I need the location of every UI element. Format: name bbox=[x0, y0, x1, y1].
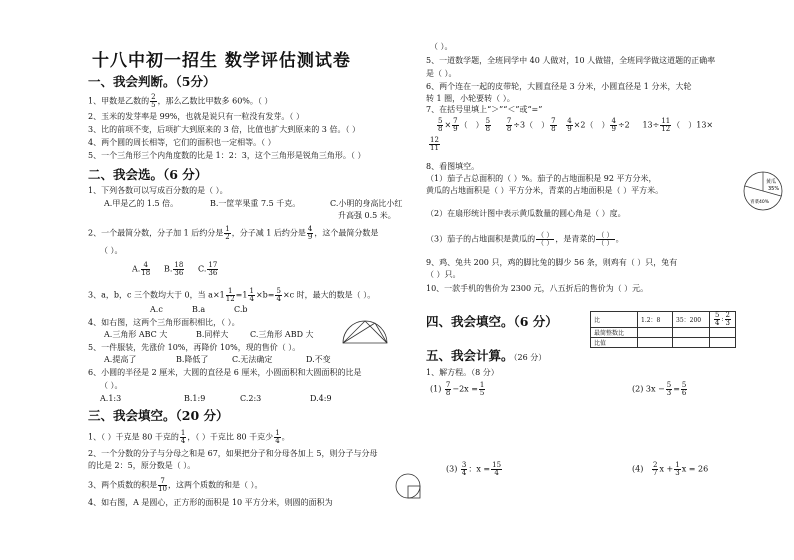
table-row: 比 1.2：8 35：200 $\frac{5}{4}$ : $\frac{2}{3}$ bbox=[591, 312, 736, 328]
s1-item-4: 4、两个圆的周长相等，它们的面积也一定相等。（ ） bbox=[88, 138, 276, 147]
text: ，分子减 1 后约分是 bbox=[231, 228, 306, 238]
s2-q1-opt-b: B.一筐苹果重 7.5 千克。 bbox=[210, 199, 301, 208]
s2-q5-opt-b: B.降低了 bbox=[176, 355, 209, 364]
s2-q5-opt-c: C.无法确定 bbox=[232, 355, 273, 364]
s3-q2: 2、一个分数的分子与分母之和是 67，如果把分子和分母各加上 5，则分子与分母 bbox=[88, 449, 378, 458]
s1-item-3: 3、比的前项不变，后项扩大到原来的 3 倍，比值也扩大到原来的 3 倍。（ ） bbox=[88, 125, 360, 134]
s2-q6: 6、小圆的半径是 2 厘米，大圆的直径是 6 厘米，小圆面积和大圆面积的比是 bbox=[88, 368, 362, 377]
r-q10: 10、一款手机的售价为 2300 元，八五折后的售价为（ ）元。 bbox=[426, 284, 649, 293]
s3-q4: 4、如右图，A 是圆心，正方形的面积是 10 平方分米，则圆的面积为 bbox=[88, 498, 333, 507]
equation-3: (3) $\frac{3}{4}$ ：x = $\frac{15}{4}$ bbox=[446, 461, 502, 477]
s2-q3: 3、a，b，c 三个数均大于 0，当 a×1 $\frac{1}{12}$ =1 $\frac{1}{4}$ ×b= $\frac{5}{4}$ ×c 时，最大的数是（ ）。 bbox=[88, 287, 376, 303]
s2-q4: 4、如右图，这两个三角形面积相比，（ ）。 bbox=[88, 318, 240, 327]
pie-chart bbox=[742, 170, 784, 212]
r-q9: 9、鸡、兔共 200 只，鸡的脚比兔的脚少 56 条，则鸡有（ ）只，兔有 bbox=[426, 258, 678, 267]
equation-2: (2) 3x − $\frac{5}{3}$ = $\frac{5}{6}$ bbox=[632, 381, 687, 397]
r-q9-cont: （ ）只。 bbox=[426, 270, 461, 279]
section-4-heading: 四、我会填空。（6 分） bbox=[426, 314, 558, 329]
r-q7: 7、在括号里填上“＞”“＜”或“=” bbox=[426, 105, 543, 114]
s3-q3: 3、两个质数的积是 $\frac{7}{10}$ ，这两个质数的和是（ ）。 bbox=[88, 477, 263, 493]
r-q5-cont: 是（ ）。 bbox=[426, 69, 457, 78]
semicircle-triangles-figure bbox=[340, 316, 390, 346]
text: ，这个最简分数是 bbox=[314, 228, 379, 238]
r-q8: 8、看图填空。 bbox=[426, 162, 480, 171]
s2-q1-opt-c: C.小明的身高比小红 bbox=[330, 199, 403, 208]
circle-square-figure bbox=[394, 472, 422, 500]
equation-1: (1) $\frac{7}{8}$ −2x = $\frac{1}{5}$ bbox=[430, 381, 485, 397]
s2-q4-opt-a: A.三角形 ABC 大 bbox=[104, 330, 168, 339]
s2-q5-opt-a: A.提高了 bbox=[104, 355, 137, 364]
s2-q2 bbox=[88, 226, 378, 241]
s3-q1: 1、（ ）千克是 80 千克的 $\frac{1}{4}$ ，（ ）千克比 80 千克少 $\frac{1}{4}$ 。 bbox=[88, 429, 290, 445]
section-1-heading: 一、我会判断。（5分） bbox=[88, 74, 216, 89]
r-q5: 5、一道数学题，全班同学中 40 人做对，10 人做错，全班同学做这道题的正确率 bbox=[426, 56, 716, 65]
table-row: 最简整数比 bbox=[591, 328, 736, 338]
s2-q1-opt-c-cont: 升高强 0.5 米。 bbox=[338, 211, 396, 220]
r-q7-tail-frac: $\frac{12}{11}$ bbox=[430, 136, 439, 152]
pie-label-cucumber: 黄瓜 bbox=[766, 179, 777, 185]
page-title: 十八中初一招生 数学评估测试卷 bbox=[92, 51, 351, 71]
s2-q3-opt-b: B.a bbox=[192, 305, 206, 314]
equation-4: (4) $\frac{2}{7}$ x + $\frac{1}{3}$ x = 26 bbox=[632, 461, 709, 477]
r-top-blank: （ ）。 bbox=[430, 42, 453, 51]
r-q8-1-cont: 黄瓜的占地面积是（ ）平方分米，青菜的占地面积是（ ）平方米。 bbox=[426, 186, 664, 195]
r-q6: 6、两个连在一起的皮带轮，大圆直径是 3 分米，小圆直径是 1 分米，大轮 bbox=[426, 82, 692, 91]
pie-label-pct: 35% bbox=[768, 186, 780, 192]
s2-q2-blank: （ ）。 bbox=[100, 246, 123, 255]
s2-q5-opt-d: D.不变 bbox=[306, 355, 331, 364]
pie-label-greens: 青菜40% bbox=[750, 200, 770, 205]
s1-item-2: 2、玉米的发芽率是 99%，也就是说只有一粒没有发芽。（ ） bbox=[88, 112, 304, 121]
s2-q4-opt-c: C.三角形 ABD 大 bbox=[250, 330, 314, 339]
s2-q3-opt-a: A.c bbox=[150, 305, 163, 314]
r-q6-cont: 转 1 圈，小轮要转（ ）。 bbox=[426, 94, 515, 103]
s2-q6-opt-d: D.4:9 bbox=[310, 394, 332, 403]
s2-q3-opt-c: C.b bbox=[234, 305, 248, 314]
ratio-table bbox=[590, 311, 736, 348]
section-5-heading: 五、我会计算。（26 分） bbox=[426, 348, 547, 363]
s2-q5: 5、一件服装，先涨价 10%，再降价 10%，现的售价（ ）。 bbox=[88, 343, 301, 352]
fraction: $\frac{1}{2}$ bbox=[225, 225, 230, 241]
r-q8-1: （1）茄子占总面积的（ ）%。茄子的占地面积是 92 平方分米， bbox=[426, 174, 657, 183]
section-3-heading: 三、我会填空。（20 分） bbox=[88, 408, 229, 423]
s3-q2-cont: 的比是 2：5，原分数是（ ）。 bbox=[88, 461, 196, 470]
s2-q1: 1、下列各数可以写成百分数的是（ ）。 bbox=[88, 186, 228, 195]
section-2-heading: 二、我会选。（6 分） bbox=[88, 167, 208, 182]
table-row: 比值 bbox=[591, 338, 736, 348]
fraction: $\frac{4}{9}$ bbox=[307, 225, 313, 241]
s1-item-5: 5、一个三角形三个内角度数的比是 1：2：3，这个三角形是锐角三角形。（ ） bbox=[88, 151, 366, 160]
s2-q1-opt-a: A.甲是乙的 1.5 倍。 bbox=[104, 199, 179, 208]
r-q8-2: （2）在扇形统计图中表示黄瓜数量的圆心角是（ ）度。 bbox=[426, 209, 626, 218]
fraction: $\frac{2}{5}$ bbox=[151, 93, 156, 109]
s5-q1: 1、解方程。（8 分） bbox=[426, 368, 499, 377]
text: 2、一个最简分数，分子加 1 后约分是 bbox=[88, 228, 224, 238]
r-q7-row: $\frac{5}{8}$ × $\frac{7}{9}$ （ ） $\frac{5}{8}$ $\frac{7}{8}$ ÷3（ ） $\frac{7}{8}$ $\frac{4}{9}$ ×2（ ） $\frac{4}{9}$ ÷2 13÷ $\frac{11}{12}$ （ ）13× bbox=[438, 117, 714, 133]
s2-q6-opt-c: C.2:3 bbox=[240, 394, 262, 403]
s2-q6-opt-a: A.1:3 bbox=[100, 394, 122, 403]
r-q8-3: （3）茄子的占地面积是黄瓜的 $\frac{( )}{( )}$ ，是青菜的 $\frac{( )}{( )}$ 。 bbox=[426, 231, 624, 247]
s2-q6-blank: （ ）。 bbox=[100, 381, 123, 390]
s2-q2-options: A. $\frac{4}{18}$ B. $\frac{18}{36}$ C. $\frac{17}{36}$ bbox=[132, 261, 218, 277]
s1-item-1: 1、甲数是乙数的 $\frac{2}{5}$ ，那么乙数比甲数多 60%。（ ） bbox=[88, 93, 273, 109]
s2-q6-opt-b: B.1:9 bbox=[184, 394, 206, 403]
s2-q4-opt-b: B.同样大 bbox=[196, 330, 229, 339]
